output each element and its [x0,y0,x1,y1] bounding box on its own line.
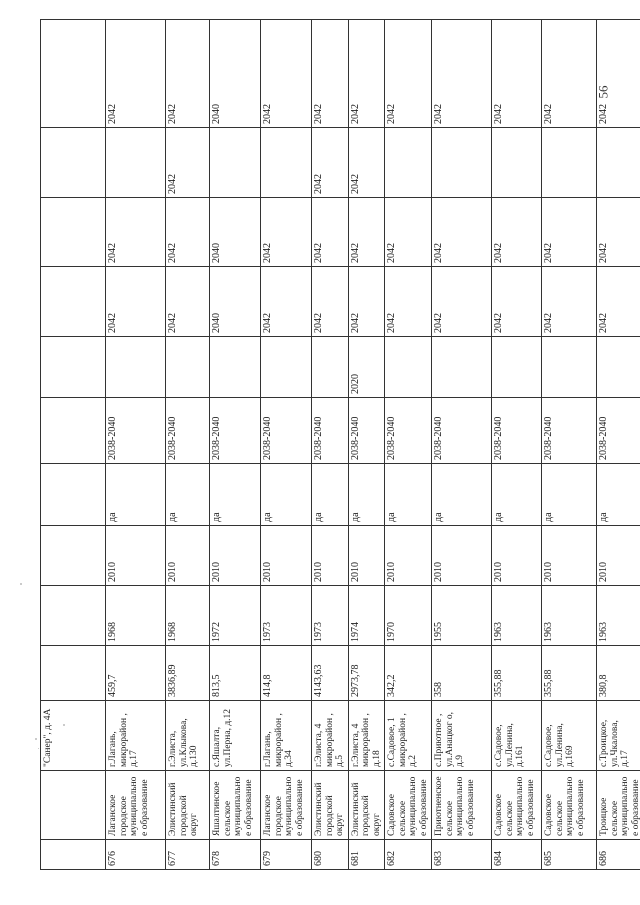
cell-col-6: да [261,464,312,526]
cell-col-8 [41,337,106,398]
cell-col-6 [41,464,106,526]
cell-col-9: 2042 [166,267,210,337]
cell-col-2: с.Садовое, ул.Ленина, д.161 [492,701,542,771]
cell-col-2: г.Элиста, ул.Клыкова, д.130 [166,701,210,771]
cell-col-1 [41,771,106,840]
cell-col-11 [41,128,106,198]
table-row [492,20,542,870]
cell-col-10: 2042 [385,198,432,267]
cell-col-0: 679 [261,840,312,870]
cell-col-11 [385,128,432,198]
cell-col-7: 2038-2040 [348,398,385,464]
cell-col-12: 2042 [312,20,349,128]
cell-col-9: 2042 [542,267,597,337]
cell-col-5: 2010 [166,526,210,586]
cell-col-10: 2042 [166,198,210,267]
cell-col-0: 678 [210,840,261,870]
cell-col-8 [210,337,261,398]
scan-speck [38,748,39,749]
cell-col-12: 2042 [542,20,597,128]
cell-col-3: 3836,89 [166,646,210,701]
cell-col-4: 1974 [348,586,385,646]
cell-col-2: г.Лагань, микрорайон , д.34 [261,701,312,771]
cell-col-4: 1955 [432,586,492,646]
cell-col-8 [542,337,597,398]
cell-col-4: 1970 [385,586,432,646]
cell-col-0: 677 [166,840,210,870]
cell-col-8 [385,337,432,398]
cell-col-6: да [542,464,597,526]
cell-col-5: 2010 [348,526,385,586]
cell-col-5: 2010 [210,526,261,586]
cell-col-2: с.Садовое, 1 микрорайон , д.2 [385,701,432,771]
cell-col-6: да [385,464,432,526]
cell-col-1: Элистинский городской округ [312,771,349,840]
cell-col-12: 2042 [106,20,166,128]
cell-col-4: 1963 [492,586,542,646]
cell-col-0: 684 [492,840,542,870]
cell-col-3: 355,88 [542,646,597,701]
table-row [166,20,210,870]
cell-col-11 [432,128,492,198]
cell-col-9: 2040 [210,267,261,337]
cell-col-7: 2038-2040 [261,398,312,464]
cell-col-7: 2038-2040 [597,398,640,464]
cell-col-5: 2010 [385,526,432,586]
cell-col-7 [41,398,106,464]
cell-col-10: 2042 [348,198,385,267]
table-row [210,20,261,870]
cell-col-2: г.Элиста, 4 микрорайон , д.18 [348,701,385,771]
cell-col-11 [597,128,640,198]
cell-col-1: Лаганское городское муниципальное образование [106,771,166,840]
cell-col-0 [41,840,106,870]
cell-col-1: Садовское сельское муниципальное образование [385,771,432,840]
cell-col-12 [41,20,106,128]
cell-col-3: 414,8 [261,646,312,701]
cell-col-3: 355,88 [492,646,542,701]
cell-col-9: 2042 [492,267,542,337]
cell-col-8 [597,337,640,398]
cell-col-2: с.Троицкое, ул.Чкалова, д.17 [597,701,640,771]
cell-col-1: Яшалтинское сельское муниципальное образование [210,771,261,840]
cell-col-11 [492,128,542,198]
cell-col-6: да [166,464,210,526]
cell-col-1: Троицкое сельское муниципальное образование [597,771,640,840]
cell-col-2: с.Садовое, ул.Ленина, д.169 [542,701,597,771]
table-row [597,20,640,870]
cell-col-4: 1963 [542,586,597,646]
cell-col-8 [432,337,492,398]
cell-col-9: 2042 [432,267,492,337]
cell-col-9 [41,267,106,337]
cell-col-9: 2042 [385,267,432,337]
cell-col-10: 2042 [597,198,640,267]
cell-col-7: 2038-2040 [492,398,542,464]
cell-col-11: 2042 [348,128,385,198]
cell-col-3: 813,5 [210,646,261,701]
cell-col-5: 2010 [597,526,640,586]
cell-col-6: да [312,464,349,526]
cell-col-12: 2042 [385,20,432,128]
cell-col-3: 380,8 [597,646,640,701]
cell-col-11: 2042 [166,128,210,198]
cell-col-8 [166,337,210,398]
cell-col-9: 2042 [312,267,349,337]
scan-speck [20,583,22,585]
cell-col-10: 2042 [106,198,166,267]
cell-col-5: 2010 [312,526,349,586]
table-row [432,20,492,870]
housing-repair-table [40,19,640,870]
cell-col-1: Приютненское сельское муниципальное образование [432,771,492,840]
cell-col-7: 2038-2040 [312,398,349,464]
cell-col-12: 2042 [597,20,640,128]
cell-col-0: 680 [312,840,349,870]
cell-col-6: да [210,464,261,526]
cell-col-7: 2038-2040 [542,398,597,464]
cell-col-11 [542,128,597,198]
cell-col-8 [261,337,312,398]
cell-col-12: 2040 [210,20,261,128]
cell-col-3: 2973,78 [348,646,385,701]
cell-col-12: 2042 [348,20,385,128]
cell-col-10: 2042 [492,198,542,267]
cell-col-1: Садовское сельское муниципальное образование [492,771,542,840]
cell-col-12: 2042 [432,20,492,128]
cell-col-11 [106,128,166,198]
cell-col-0: 681 [348,840,385,870]
cell-col-10: 2042 [312,198,349,267]
cell-col-10: 2042 [261,198,312,267]
cell-col-4: 1972 [210,586,261,646]
cell-col-6: да [432,464,492,526]
table-row [106,20,166,870]
cell-col-9: 2042 [348,267,385,337]
cell-col-5: 2010 [542,526,597,586]
cell-col-1: Садовское сельское муниципальное образование [542,771,597,840]
cell-col-10: 2042 [432,198,492,267]
cell-col-8 [106,337,166,398]
table-row [385,20,432,870]
cell-col-2: г.Лагань, микрорайон , д.17 [106,701,166,771]
cell-col-3: 358 [432,646,492,701]
cell-col-9: 2042 [106,267,166,337]
cell-col-3: 342,2 [385,646,432,701]
cell-col-9: 2042 [261,267,312,337]
cell-col-11: 2042 [312,128,349,198]
cell-col-4: 1968 [106,586,166,646]
cell-col-4: 1963 [597,586,640,646]
cell-col-12: 2042 [492,20,542,128]
cell-col-5: 2010 [106,526,166,586]
cell-col-10: 2040 [210,198,261,267]
cell-col-0: 683 [432,840,492,870]
cell-col-0: 686 [597,840,640,870]
cell-col-4: 1973 [312,586,349,646]
cell-col-5: 2010 [492,526,542,586]
cell-col-11 [261,128,312,198]
cell-col-3: 459,7 [106,646,166,701]
cell-col-1: Элистинский городской округ [348,771,385,840]
cell-col-5: 2010 [261,526,312,586]
cell-col-4 [41,586,106,646]
cell-col-6: да [348,464,385,526]
cell-col-1: Элистинский городской округ [166,771,210,840]
cell-col-7: 2038-2040 [106,398,166,464]
cell-col-1: Лаганское городское муниципальное образование [261,771,312,840]
cell-col-11 [210,128,261,198]
cell-col-2: с.Яшалта, ул.Перна, д.12 [210,701,261,771]
cell-col-2: г.Элиста, 4 микрорайон , д.5 [312,701,349,771]
cell-col-5: 2010 [432,526,492,586]
table-row [542,20,597,870]
cell-col-9: 2042 [597,267,640,337]
page-number: 56 [595,85,611,99]
cell-col-10: 2042 [542,198,597,267]
cell-col-8 [492,337,542,398]
cell-col-10 [41,198,106,267]
scan-speck [63,724,65,726]
cell-col-4: 1973 [261,586,312,646]
cell-col-0: 685 [542,840,597,870]
cell-col-8: 2020 [348,337,385,398]
cell-col-0: 676 [106,840,166,870]
table-row [312,20,349,870]
cell-col-0: 682 [385,840,432,870]
cell-col-12: 2042 [261,20,312,128]
cell-col-7: 2038-2040 [432,398,492,464]
cell-col-2: с.Приютное , ул.Анацког о, д.9 [432,701,492,771]
cell-col-7: 2038-2040 [166,398,210,464]
cell-col-7: 2038-2040 [385,398,432,464]
cell-col-6: да [492,464,542,526]
cell-col-4: 1968 [166,586,210,646]
cell-col-3: 4143,63 [312,646,349,701]
cell-col-7: 2038-2040 [210,398,261,464]
cell-col-6: да [106,464,166,526]
cell-col-5 [41,526,106,586]
cell-col-8 [312,337,349,398]
table-row [348,20,385,870]
cell-col-6: да [597,464,640,526]
cell-col-12: 2042 [166,20,210,128]
cell-col-2: "Санер", д. 4А [41,701,106,771]
scan-speck [35,738,37,740]
table-row [41,20,106,870]
cell-col-3 [41,646,106,701]
table-row [261,20,312,870]
